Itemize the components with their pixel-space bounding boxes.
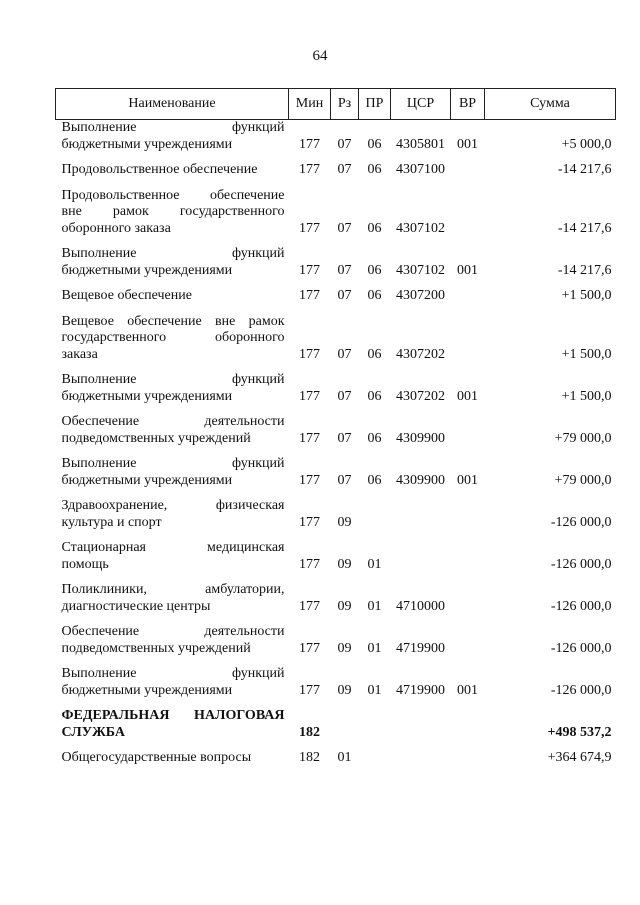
row-min: 177 <box>299 430 320 446</box>
table-row <box>56 372 616 414</box>
table-row <box>56 540 616 582</box>
row-vr: 001 <box>457 472 478 488</box>
row-csr: 4307102 <box>396 220 445 236</box>
row-csr <box>391 750 451 776</box>
row-name-line: бюджетными учреждениями <box>61 682 233 698</box>
row-rz: 07 <box>337 136 352 152</box>
row-name-line: диагностические центры <box>61 598 211 614</box>
row-pr: 01 <box>367 682 382 698</box>
row-pr: 06 <box>367 220 382 236</box>
table-row <box>56 708 616 750</box>
row-sum: +1 500,0 <box>561 388 612 404</box>
row-name <box>56 540 289 582</box>
row-min: 177 <box>299 598 320 614</box>
table-row <box>56 624 616 666</box>
row-vr <box>451 314 485 373</box>
row-rz: 07 <box>337 262 352 278</box>
row-name <box>56 666 289 708</box>
row-min: 177 <box>299 220 320 236</box>
row-min: 177 <box>299 514 320 530</box>
row-name-line: Выполнение функций <box>61 120 285 135</box>
row-sum: -126 000,0 <box>550 640 612 656</box>
row-name-line: Общегосударственные вопросы <box>61 750 252 765</box>
row-rz: 07 <box>337 388 352 404</box>
row-name-line: Выполнение функций <box>61 246 285 261</box>
row-name-line: культура и спорт <box>61 514 162 530</box>
row-csr: 4305801 <box>396 136 445 152</box>
row-sum: +498 537,2 <box>547 724 612 740</box>
row-name-line: вне рамок государственного <box>61 204 285 219</box>
row-name <box>56 288 289 314</box>
budget-table <box>55 88 616 776</box>
row-name-line: Стационарная медицинская <box>61 540 285 555</box>
row-name <box>56 120 289 163</box>
row-sum: +79 000,0 <box>554 430 612 446</box>
row-sum: -14 217,6 <box>557 162 612 177</box>
header-pr: ПР <box>359 89 391 120</box>
header-csr: ЦСР <box>391 89 451 120</box>
row-name <box>56 188 289 247</box>
row-name <box>56 750 289 776</box>
row-name-line: бюджетными учреждениями <box>61 262 233 278</box>
row-name-line: Вещевое обеспечение вне рамок <box>61 313 285 329</box>
row-sum: -14 217,6 <box>557 262 612 278</box>
row-pr: 01 <box>367 598 382 614</box>
row-csr: 4309900 <box>396 472 445 488</box>
row-sum: +364 674,9 <box>547 750 612 765</box>
row-rz: 09 <box>337 640 352 656</box>
row-rz: 07 <box>337 162 352 177</box>
row-name-line: Продовольственное обеспечение <box>61 187 285 203</box>
row-min: 177 <box>299 346 320 362</box>
row-sum: +1 500,0 <box>561 346 612 362</box>
row-vr <box>451 624 485 666</box>
row-min: 177 <box>299 288 320 303</box>
row-csr: 4307202 <box>396 346 445 362</box>
table-body <box>56 120 616 776</box>
row-vr: 001 <box>457 136 478 152</box>
row-min: 177 <box>299 136 320 152</box>
row-name <box>56 624 289 666</box>
row-name <box>56 414 289 456</box>
row-min: 182 <box>299 724 320 740</box>
row-pr: 06 <box>367 388 382 404</box>
row-pr <box>359 708 391 750</box>
row-name-line: Поликлиники, амбулатории, <box>61 582 285 597</box>
row-min: 177 <box>299 556 320 572</box>
row-name-line: Выполнение функций <box>61 666 285 681</box>
row-vr <box>451 498 485 540</box>
header-sum: Сумма <box>485 89 616 120</box>
table-row <box>56 188 616 247</box>
header-rz: Рз <box>331 89 359 120</box>
row-vr: 001 <box>457 262 478 278</box>
table-row <box>56 666 616 708</box>
row-pr: 06 <box>367 472 382 488</box>
row-name-line: Вещевое обеспечение <box>61 288 192 303</box>
row-name <box>56 246 289 288</box>
row-vr <box>451 162 485 188</box>
row-min: 177 <box>299 162 320 177</box>
row-vr <box>451 540 485 582</box>
row-sum: -14 217,6 <box>557 220 612 236</box>
table-row <box>56 314 616 373</box>
row-sum: -126 000,0 <box>550 682 612 698</box>
row-csr: 4719900 <box>396 682 445 698</box>
row-name-line: Выполнение функций <box>61 372 285 387</box>
row-name-line: Продовольственное обеспечение <box>61 162 258 177</box>
row-rz: 07 <box>337 220 352 236</box>
row-rz: 07 <box>337 288 352 303</box>
row-csr: 4309900 <box>396 430 445 446</box>
row-rz: 09 <box>337 682 352 698</box>
row-vr: 001 <box>457 682 478 698</box>
table-row <box>56 582 616 624</box>
row-pr: 06 <box>367 136 382 152</box>
row-min: 177 <box>299 262 320 278</box>
row-min: 177 <box>299 640 320 656</box>
row-name-line: Обеспечение деятельности <box>61 624 285 639</box>
header-vr: ВР <box>451 89 485 120</box>
row-name-line: СЛУЖБА <box>61 724 125 740</box>
row-csr <box>391 540 451 582</box>
row-rz: 09 <box>337 514 352 530</box>
table-row <box>56 162 616 188</box>
row-csr <box>391 498 451 540</box>
row-pr: 01 <box>367 640 382 656</box>
table-header-row <box>56 89 616 120</box>
table-row <box>56 120 616 163</box>
row-sum: +5 000,0 <box>561 136 612 152</box>
row-rz: 09 <box>337 598 352 614</box>
row-pr: 06 <box>367 288 382 303</box>
row-vr: 001 <box>457 388 478 404</box>
row-rz: 09 <box>337 556 352 572</box>
row-name <box>56 582 289 624</box>
row-pr: 01 <box>367 556 382 572</box>
row-csr: 4719900 <box>396 640 445 656</box>
table-row <box>56 246 616 288</box>
table-row <box>56 750 616 776</box>
row-name-line: бюджетными учреждениями <box>61 136 233 152</box>
row-pr: 06 <box>367 162 382 177</box>
row-csr: 4307202 <box>396 388 445 404</box>
row-rz: 01 <box>337 750 352 765</box>
row-name <box>56 162 289 188</box>
row-name <box>56 708 289 750</box>
row-name-line: Выполнение функций <box>61 456 285 471</box>
row-name <box>56 372 289 414</box>
row-min: 177 <box>299 388 320 404</box>
row-pr <box>359 498 391 540</box>
row-vr <box>451 750 485 776</box>
row-name-line: помощь <box>61 556 109 572</box>
table-row <box>56 288 616 314</box>
row-vr <box>451 288 485 314</box>
row-csr: 4710000 <box>396 598 445 614</box>
row-vr <box>451 582 485 624</box>
row-name-line: заказа <box>61 346 98 362</box>
row-name-line: подведомственных учреждений <box>61 640 251 656</box>
row-rz <box>331 708 359 750</box>
row-name-line: Здравоохранение, физическая <box>61 498 285 513</box>
row-pr: 06 <box>367 262 382 278</box>
table-row <box>56 456 616 498</box>
page-number: 64 <box>312 48 328 64</box>
header-min: Мин <box>289 89 331 120</box>
row-name-line: государственного оборонного <box>61 330 285 345</box>
row-pr <box>359 750 391 776</box>
row-pr: 06 <box>367 346 382 362</box>
row-name-line: оборонного заказа <box>61 220 171 236</box>
table-row <box>56 414 616 456</box>
row-name <box>56 314 289 373</box>
row-name-line: Обеспечение деятельности <box>61 414 285 429</box>
row-pr: 06 <box>367 430 382 446</box>
header-name: Наименование <box>56 89 289 120</box>
row-name-line: бюджетными учреждениями <box>61 388 233 404</box>
row-vr <box>451 414 485 456</box>
row-min: 177 <box>299 472 320 488</box>
row-name <box>56 456 289 498</box>
row-vr <box>451 708 485 750</box>
row-sum: -126 000,0 <box>550 514 612 530</box>
row-csr: 4307100 <box>396 162 445 177</box>
row-name-line: подведомственных учреждений <box>61 430 251 446</box>
row-csr <box>391 708 451 750</box>
row-rz: 07 <box>337 472 352 488</box>
row-name <box>56 498 289 540</box>
row-sum: +79 000,0 <box>554 472 612 488</box>
table-row <box>56 498 616 540</box>
row-sum: -126 000,0 <box>550 598 612 614</box>
row-rz: 07 <box>337 346 352 362</box>
row-csr: 4307200 <box>396 288 445 303</box>
row-vr <box>451 188 485 247</box>
row-name-line: ФЕДЕРАЛЬНАЯ НАЛОГОВАЯ <box>61 708 285 723</box>
row-csr: 4307102 <box>396 262 445 278</box>
row-sum: +1 500,0 <box>561 288 612 303</box>
row-min: 182 <box>299 750 320 765</box>
row-min: 177 <box>299 682 320 698</box>
row-rz: 07 <box>337 430 352 446</box>
row-sum: -126 000,0 <box>550 556 612 572</box>
row-name-line: бюджетными учреждениями <box>61 472 233 488</box>
